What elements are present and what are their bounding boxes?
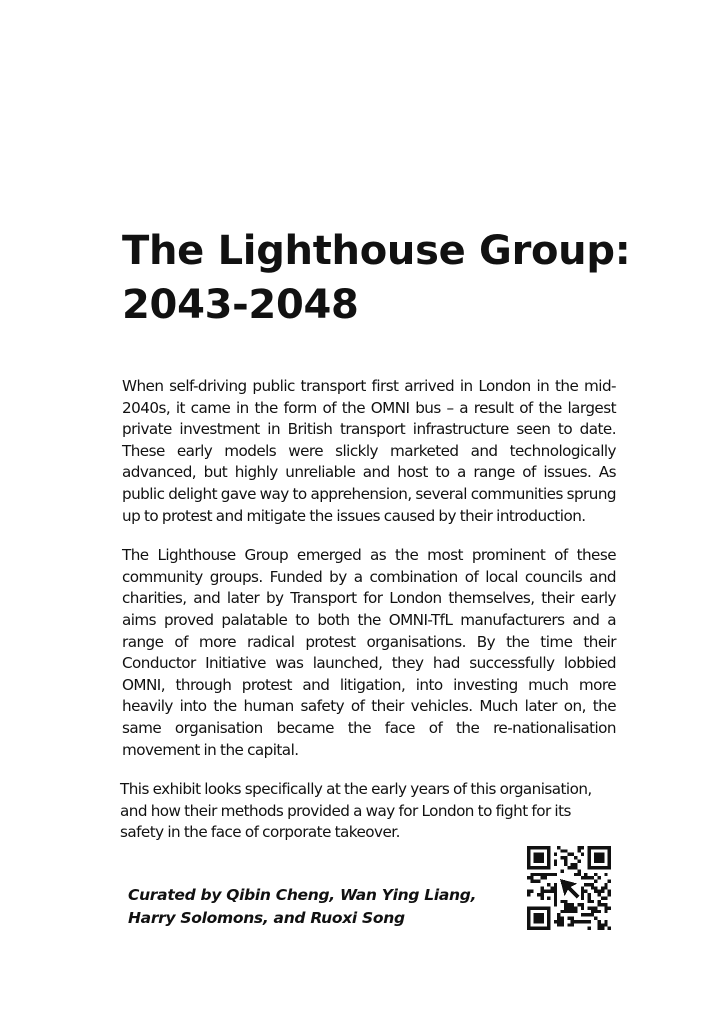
paragraph-exhibit: This exhibit looks specifically at the early years of this organisation, and how their methods provided a way for London to fight for its safety in the face of corporate takeover.: [120, 780, 592, 842]
qr-code-icon[interactable]: [527, 846, 611, 930]
credits-line-2: Harry Solomons, and Ruoxi Song: [128, 909, 405, 927]
credits-line-1: Curated by Qibin Cheng, Wan Ying Liang,: [128, 886, 477, 904]
paragraph-intro: When self-driving public transport first arrived in London in the mid-2040s, it came in the form of the OMNI bus – a result of the largest private investment in British transport infrastructure seen to date. These early models were slickly marketed and technologically advanced, but highly unreliable and host to a range of issues. As public delight gave way to apprehension, several communities sprung up to protest and mitigate the issues caused by their introduction.: [122, 377, 616, 525]
title-line-1: The Lighthouse Group:: [122, 228, 631, 274]
curator-credits: [128, 884, 508, 930]
paragraph-lighthouse-group: The Lighthouse Group emerged as the most prominent of these community groups. Funded by a combination of local councils and charities, and later by Transport for London themselves, their early aims proved palatable to both the OMNI-TfL manufacturers and a range of more radical protest organisations. By the time their Conductor Initiative was launched, they had successfully lobbied OMNI, through protest and litigation, into investing much more heavily into the human safety of their vehicles. Much later on, the same organisation became the face of the re-nationalisation movement in the capital.: [122, 546, 616, 759]
page-title: [122, 224, 642, 332]
body-text: [122, 376, 616, 862]
title-line-2: 2043-2048: [122, 282, 359, 328]
